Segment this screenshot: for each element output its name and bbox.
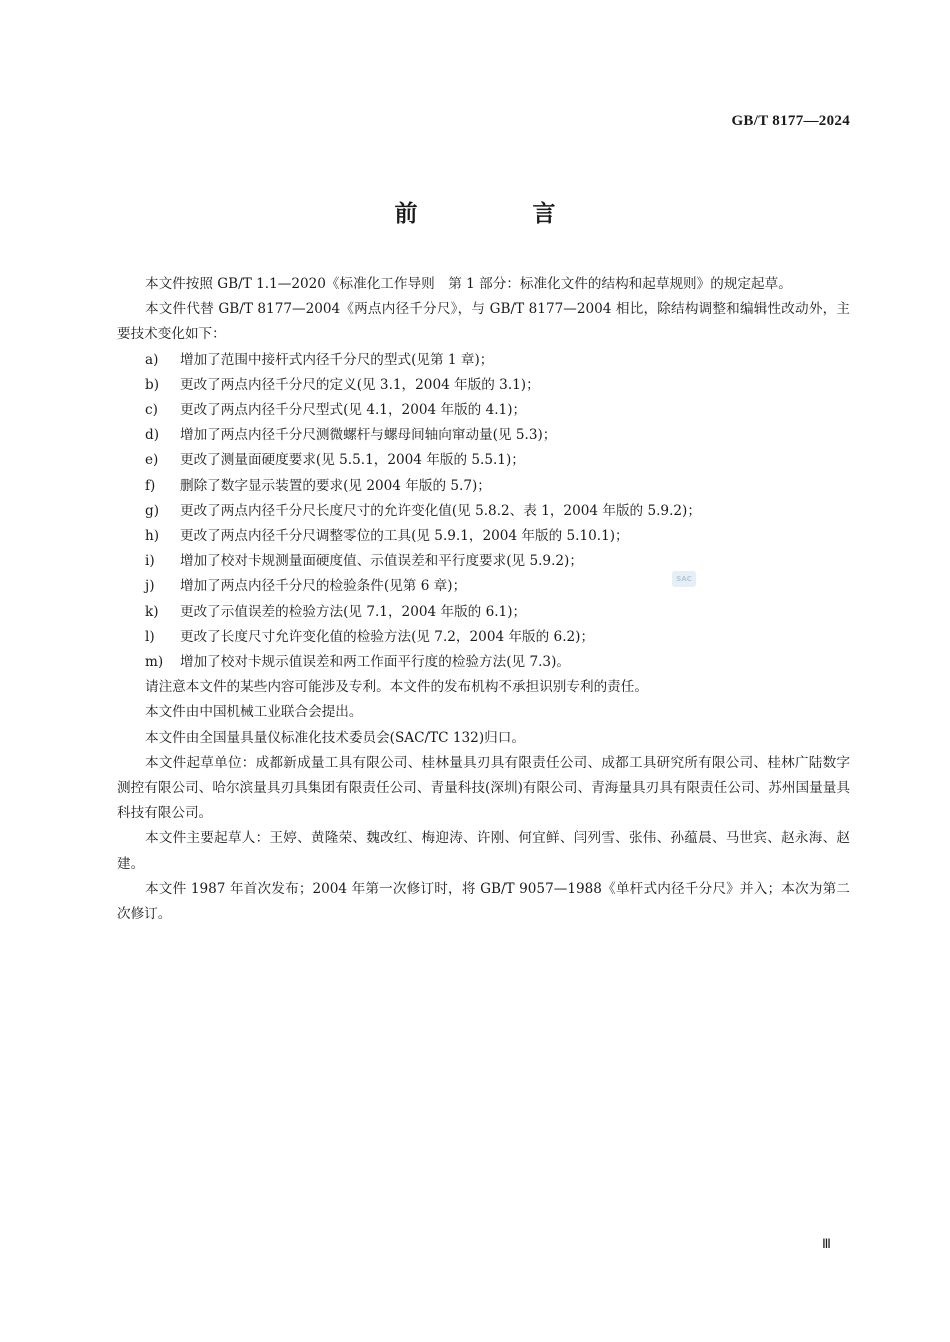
list-item-mark: m) — [145, 654, 164, 671]
list-item-mark: b) — [145, 376, 160, 393]
list-item-mark: a) — [145, 351, 159, 368]
list-item — [117, 348, 850, 373]
list-item — [117, 625, 850, 650]
list-item-mark: k) — [145, 603, 159, 620]
list-item — [117, 474, 850, 499]
list-item-text: 增加了校对卡规测量面硬度值、示值误差和平行度要求(见 5.9.2)； — [180, 553, 583, 570]
changes-list — [117, 348, 850, 676]
document-body — [117, 272, 850, 927]
list-item — [117, 499, 850, 524]
list-item-text: 删除了数字显示装置的要求(见 2004 年版的 5.7)； — [180, 477, 491, 494]
list-item — [117, 574, 850, 599]
list-item — [117, 549, 850, 574]
list-item — [117, 448, 850, 473]
list-item-mark: j) — [145, 578, 155, 595]
list-item-text: 增加了校对卡规示值误差和两工作面平行度的检验方法(见 7.3)。 — [180, 654, 570, 671]
paragraph-patent-notice: 请注意本文件的某些内容可能涉及专利。本文件的发布机构不承担识别专利的责任。 — [145, 679, 648, 696]
list-item-text: 更改了两点内径千分尺长度尺寸的允许变化值(见 5.8.2、表 1，2004 年版的 5.9.2)； — [180, 502, 701, 519]
list-item-text: 增加了范围中接杆式内径千分尺的型式(见第 1 章)； — [180, 351, 494, 368]
paragraph-drafting-rules: 本文件按照 GB/T 1.1—2020《标准化工作导则 第 1 部分：标准化文件的结构和起草规则》的规定起草。 — [145, 276, 792, 292]
list-item-text: 更改了测量面硬度要求(见 5.5.1，2004 年版的 5.5.1)； — [180, 452, 525, 469]
list-item — [117, 650, 850, 675]
list-item — [117, 423, 850, 448]
list-item — [117, 373, 850, 398]
paragraph-proposer: 本文件由中国机械工业联合会提出。 — [145, 704, 363, 721]
list-item — [117, 524, 850, 549]
list-item-text: 更改了两点内径千分尺调整零位的工具(见 5.9.1，2004 年版的 5.10.1)； — [180, 528, 629, 545]
list-item-mark: d) — [145, 427, 160, 444]
list-item-text: 更改了两点内径千分尺型式(见 4.1，2004 年版的 4.1)； — [180, 402, 527, 419]
standard-code: GB/T 8177—2024 — [731, 113, 850, 129]
page-number: Ⅲ — [822, 1236, 830, 1251]
paragraph-committee: 本文件由全国量具量仪标准化技术委员会(SAC/TC 132)归口。 — [145, 729, 525, 746]
list-item — [117, 398, 850, 423]
sac-watermark-logo: SAC — [672, 571, 696, 587]
paragraph-history: 本文件 1987 年首次发布；2004 年第一次修订时，将 GB/T 9057—1988《单杆式内径千分尺》并入；本次为第二次修订。 — [117, 880, 850, 923]
list-item — [117, 600, 850, 625]
list-item-mark: i) — [145, 553, 155, 570]
paragraph-drafters: 本文件主要起草人：王婷、黄隆荣、魏改红、梅迎涛、许刚、何宜鲜、闫列雪、张伟、孙蕴晨、马世宾、赵永海、赵建。 — [117, 830, 850, 872]
list-item-text: 增加了两点内径千分尺测微螺杆与螺母间轴向窜动量(见 5.3)； — [180, 427, 557, 444]
list-item-mark: e) — [145, 452, 159, 469]
list-item-mark: f) — [145, 477, 156, 494]
list-item-text: 增加了两点内径千分尺的检验条件(见第 6 章)； — [180, 578, 467, 595]
list-item-mark: g) — [145, 502, 160, 519]
list-item-text: 更改了示值误差的检验方法(见 7.1，2004 年版的 6.1)； — [180, 603, 527, 620]
list-item-mark: l) — [145, 628, 155, 645]
list-item-text: 更改了两点内径千分尺的定义(见 3.1，2004 年版的 3.1)； — [180, 376, 540, 393]
page-title: 前 言 — [394, 201, 602, 227]
list-item-mark: c) — [145, 402, 158, 419]
paragraph-drafting-units: 本文件起草单位：成都新成量工具有限公司、桂林量具刃具有限责任公司、成都工具研究所有限公司、桂林广陆数字测控有限公司、哈尔滨量具刃具集团有限责任公司、青量科技(深圳)有限公司、青海量具刃具有限责任公司、苏州国量量具科技有限公司。 — [117, 754, 850, 822]
list-item-text: 更改了长度尺寸允许变化值的检验方法(见 7.2，2004 年版的 6.2)； — [180, 628, 595, 645]
list-item-mark: h) — [145, 528, 160, 545]
paragraph-replacement: 本文件代替 GB/T 8177—2004《两点内径千分尺》，与 GB/T 8177—2004 相比，除结构调整和编辑性改动外，主要技术变化如下： — [117, 301, 850, 343]
